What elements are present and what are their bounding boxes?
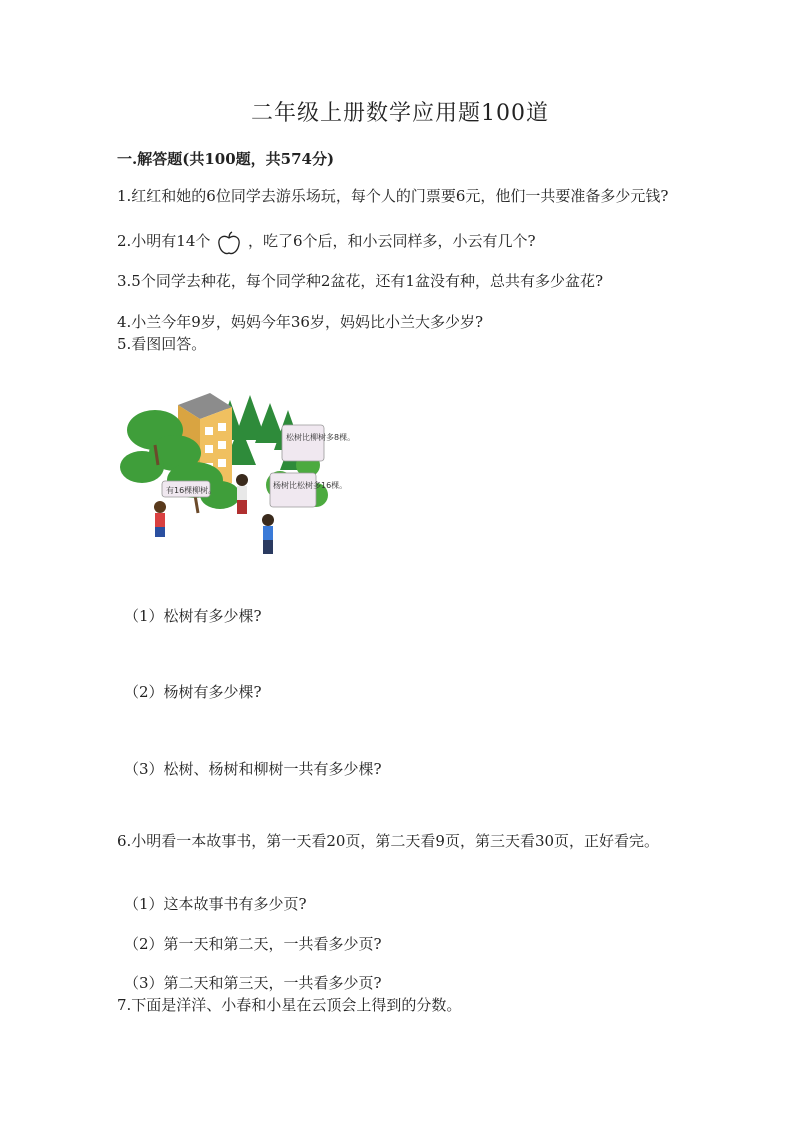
question-2-text-a: 2.小明有14个 [117,232,211,250]
question-6-part-3: （3）第二天和第三天，一共看多少页? [124,974,382,992]
bubble-poplar: 杨树比松树多16棵。 [273,481,348,490]
apple-icon [215,231,243,253]
bubble-pine: 松树比柳树多8棵。 [286,433,356,442]
question-2 [117,230,536,253]
question-6-part-1: （1）这本故事书有多少页? [124,895,307,913]
question-1: 1.红红和她的6位同学去游乐场玩，每个人的门票要6元，他们一共要准备多少元钱? [117,187,669,205]
page-title: 二年级上册数学应用题100道 [251,101,549,126]
bubble-willow: 有16棵柳树。 [166,486,217,495]
section-heading: 一.解答题(共100题，共574分) [117,150,335,168]
question-5-part-2: （2）杨树有多少棵? [124,683,262,701]
trees-illustration [120,385,356,563]
question-3: 3.5个同学去种花，每个同学种2盆花，还有1盆没有种，总共有多少盆花? [117,272,603,290]
question-4: 4.小兰今年9岁，妈妈今年36岁，妈妈比小兰大多少岁? [117,313,483,331]
question-5-part-3: （3）松树、杨树和柳树一共有多少棵? [124,760,382,778]
question-2-text-b: ，吃了6个后，和小云同样多，小云有几个? [247,232,536,250]
question-6-part-2: （2）第一天和第二天，一共看多少页? [124,935,382,953]
question-5-part-1: （1）松树有多少棵? [124,607,262,625]
question-6: 6.小明看一本故事书，第一天看20页，第二天看9页，第三天看30页，正好看完。 [117,832,660,850]
question-7: 7.下面是洋洋、小春和小星在云顶会上得到的分数。 [117,996,462,1014]
question-5: 5.看图回答。 [117,335,207,353]
